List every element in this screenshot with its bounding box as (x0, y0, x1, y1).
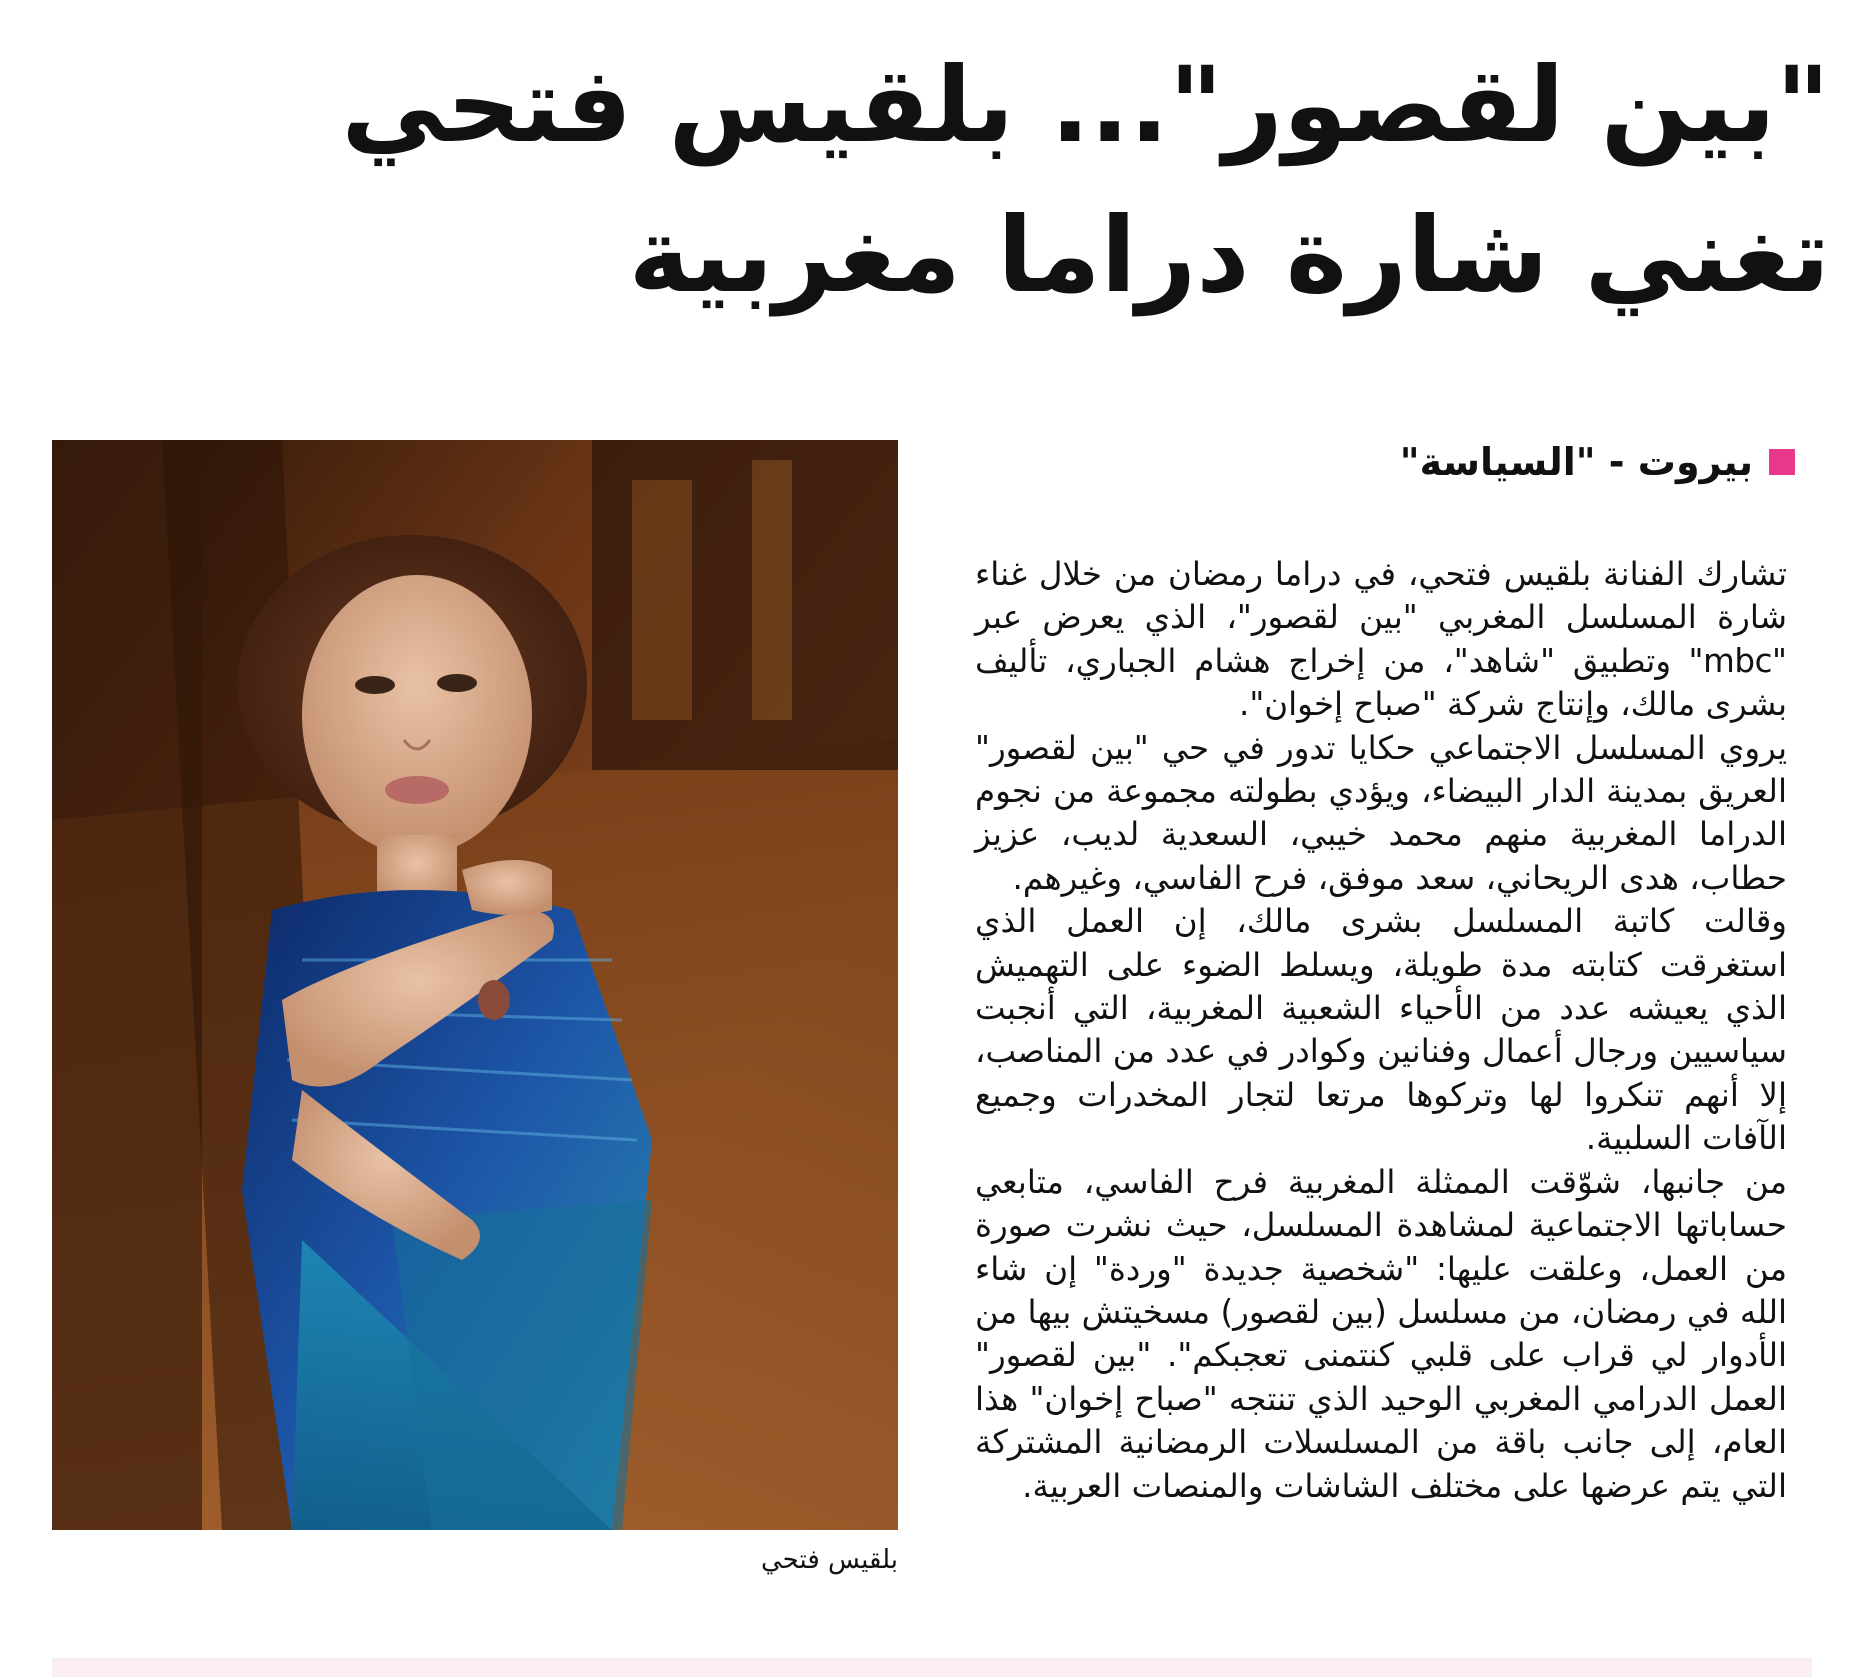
dateline-marker (1769, 449, 1795, 475)
article-paragraph-4: من جانبها، شوّقت الممثلة المغربية فرح الفاسي، متابعي حساباتها الاجتماعية لمشاهدة المسلسل، حيث نشرت صورة من العمل، وعلقت عليها: "شخصية جديدة "وردة" إن شاء الله في رمضان، من مسلسل (بين لقصور) مسخيتش بيها من الأدوار لي قراب على قلبي كنتمنى تعجبكم". "بين لقصور" العمل الدرامي المغربي الوحيد الذي تنتجه "صباح إخوان" هذا العام، إلى جانب باقة من المسلسلات الرمضانية المشتركة التي يتم عرضها على مختلف الشاشات والمنصات العربية. (975, 1162, 1787, 1505)
article-paragraph-2: يروي المسلسل الاجتماعي حكايا تدور في حي "بين لقصور" العريق بمدينة الدار البيضاء، ويؤدي بطولته مجموعة من نجوم الدراما المغربية منهم محمد خيبي، السعدية لديب، عزيز حطاب، هدى الريحاني، سعد موفق، فرح الفاسي، وغيرهم. (975, 728, 1787, 897)
bottom-color-band (52, 1658, 1812, 1677)
dateline (1400, 440, 1795, 484)
article-photo (52, 440, 898, 1530)
article-paragraph-3: وقالت كاتبة المسلسل بشرى مالك، إن العمل الذي استغرقت كتابته مدة طويلة، ويسلط الضوء على التهميش الذي يعيشه عدد من الأحياء الشعبية المغربية، التي أنجبت سياسيين ورجال أعمال وفنانين وكوادر في عدد من المناصب، إلا أنهم تنكروا لها وتركوها مرتعا لتجار المخدرات وجميع الآفات السلبية. (975, 902, 1787, 1158)
headline (341, 30, 1830, 330)
headline-line-2: تغني شارة دراما مغربية (628, 194, 1830, 316)
headline-line-1: "بين لقصور"... بلقيس فتحي (341, 44, 1830, 166)
article-body (975, 553, 1787, 1508)
dateline-text: بيروت - "السياسة" (1399, 440, 1753, 484)
portrait-photo (52, 440, 898, 1530)
photo-caption: بلقيس فتحي (761, 1545, 898, 1575)
article-paragraph-1: تشارك الفنانة بلقيس فتحي، في دراما رمضان من خلال غناء شارة المسلسل المغربي "بين لقصور"، الذي يعرض عبر "mbc" وتطبيق "شاهد"، من إخراج هشام الجباري، تأليف بشرى مالك، وإنتاج شركة "صباح إخوان". (975, 555, 1787, 724)
